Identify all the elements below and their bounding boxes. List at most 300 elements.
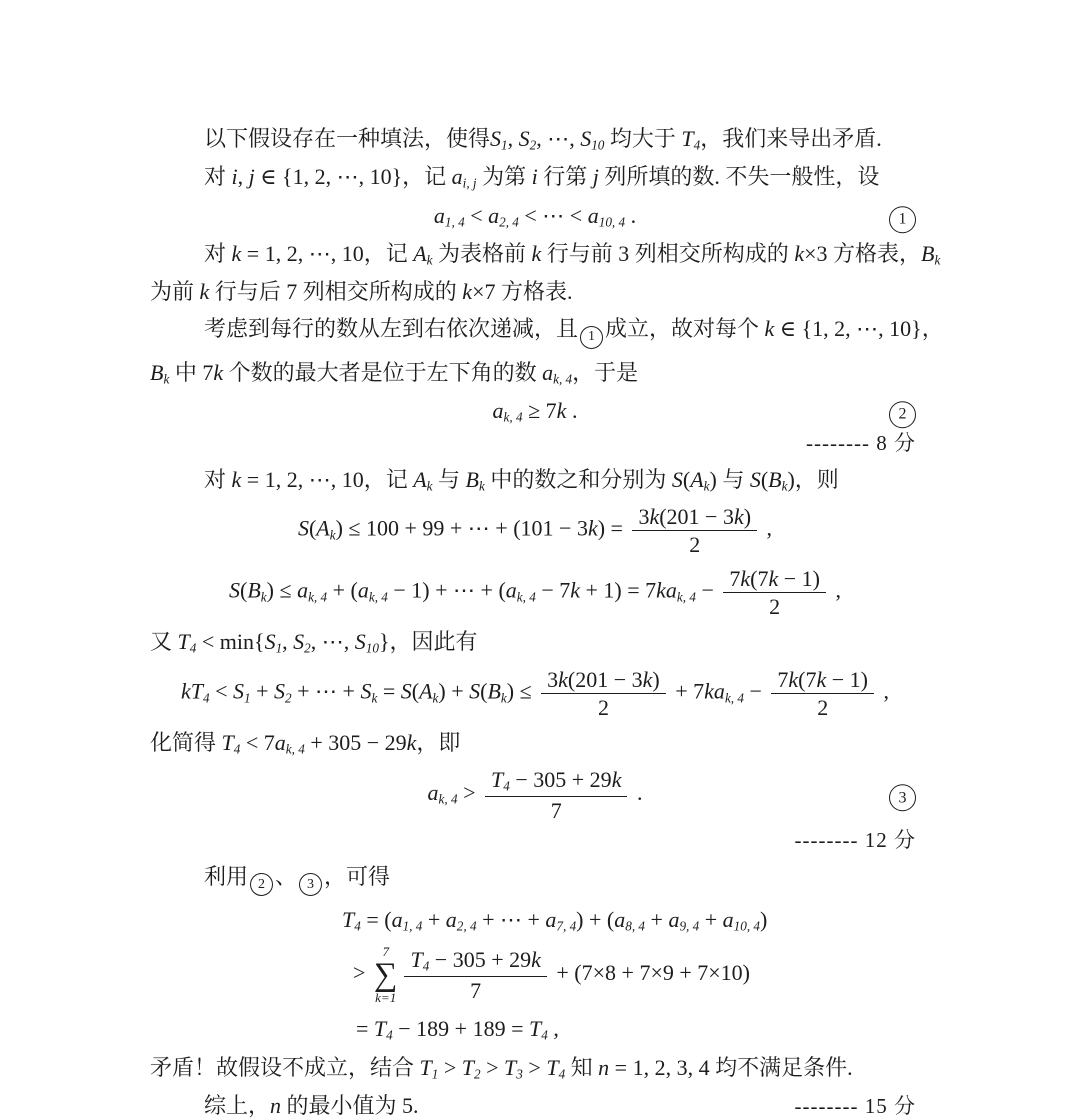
text-run: − 1) — [826, 666, 868, 692]
math-subscript: k, 4 — [516, 589, 536, 605]
text-run: ) — [743, 504, 752, 530]
text-run: = — [356, 1016, 374, 1042]
text-run: ) ≤ — [266, 577, 298, 603]
text-run: , — [237, 164, 249, 190]
circled-number: 2 — [889, 401, 916, 428]
sum-lower-limit: k=1 — [375, 989, 397, 1005]
math-variable: k — [649, 504, 660, 530]
para-assumption — [150, 126, 920, 153]
math-subscript: k — [781, 478, 788, 494]
text-run: ≥ 7 — [522, 397, 557, 423]
math-variable: S — [580, 126, 592, 151]
math-subscript: 1 — [501, 137, 508, 153]
score-mark-12: -------- 12 分 — [794, 827, 916, 852]
text-run: 为第 — [476, 164, 532, 190]
text-run: 7 — [729, 566, 741, 592]
text-run: > — [457, 780, 482, 806]
math-variable: k — [531, 947, 541, 973]
math-subscript: k — [934, 252, 941, 268]
text-run: , — [829, 577, 841, 603]
equation-tag — [887, 199, 918, 233]
text-run: (7 — [798, 666, 817, 692]
text-run: + (7×8 + 7×9 + 7×10) — [550, 960, 750, 986]
math-variable: a — [587, 202, 599, 228]
text-run: 对 — [204, 240, 232, 266]
fraction — [632, 505, 757, 556]
math-subscript: k, 4 — [503, 409, 523, 425]
math-variable: S — [469, 678, 481, 704]
para-contradiction — [150, 1055, 920, 1082]
math-subscript: 4 — [354, 918, 361, 934]
text-run: ( — [480, 678, 488, 704]
math-variable: A — [419, 678, 433, 704]
text-run: ，于是 — [572, 359, 639, 385]
math-subscript: 7, 4 — [556, 918, 577, 934]
text-run: ) + — [438, 678, 470, 704]
text-run: 考虑到每行的数从左到右依次递减，且 — [204, 316, 579, 342]
text-run: , — [282, 629, 294, 655]
math-variable: n — [598, 1054, 610, 1080]
math-subscript: k, 4 — [285, 741, 305, 757]
math-variable: S — [264, 629, 276, 655]
fraction-denominator — [541, 694, 666, 719]
text-run: = ( — [360, 907, 392, 933]
math-variable: S — [749, 466, 761, 492]
math-subscript: 4 — [503, 778, 510, 794]
math-subscript: 1 — [244, 690, 251, 706]
math-variable: B — [150, 359, 164, 385]
math-variable: k — [531, 240, 542, 266]
math-subscript: k, 4 — [724, 690, 744, 706]
summation — [374, 945, 398, 1005]
math-subscript: 4 — [422, 959, 430, 975]
math-subscript: 4 — [233, 741, 241, 757]
text-run: > — [438, 1054, 462, 1080]
math-subscript: k — [426, 252, 433, 268]
text-run: + — [645, 907, 669, 933]
math-variable: S — [518, 126, 530, 151]
math-variable: T — [504, 1054, 517, 1080]
math-variable: k — [570, 577, 580, 603]
math-variable: n — [270, 1092, 282, 1118]
text-run: , ⋯, — [536, 126, 581, 151]
text-run: + ( — [327, 577, 358, 603]
math-variable: k — [733, 504, 744, 530]
text-run: + 7 — [669, 678, 705, 704]
math-subscript: 10, 4 — [598, 214, 626, 230]
text-run: 成立，故对每个 — [605, 316, 765, 342]
math-subscript: 3 — [516, 1066, 523, 1082]
math-variable: k — [231, 466, 242, 492]
math-variable: T — [546, 1054, 559, 1080]
math-variable: T — [681, 126, 694, 151]
circled-number: 1 — [580, 326, 603, 349]
math-subscript: 8, 4 — [625, 918, 646, 934]
math-subscript: k, 4 — [308, 589, 328, 605]
math-variable: k — [764, 316, 775, 342]
text-run: 3 — [638, 504, 650, 530]
math-variable: B — [487, 678, 501, 704]
math-variable: S — [233, 678, 245, 704]
text-run: = — [377, 678, 401, 704]
text-run: 2 — [769, 594, 781, 620]
math-variable: a — [614, 907, 626, 933]
text-run: . — [566, 397, 578, 423]
eq-t4-sum — [150, 945, 920, 1005]
fraction-denominator — [723, 593, 826, 618]
text-run: − 305 + 29 — [429, 947, 532, 973]
math-subscript: 4 — [189, 641, 197, 657]
sum-upper-limit: 7 — [382, 944, 389, 960]
para-monotone — [150, 316, 944, 349]
text-run: − 305 + 29 — [509, 767, 612, 793]
math-variable: a — [542, 359, 554, 385]
math-variable: T — [221, 729, 234, 755]
math-variable: T — [410, 947, 423, 973]
math-variable: k — [611, 767, 622, 793]
fraction — [485, 768, 627, 822]
math-subscript: 2 — [474, 1066, 481, 1082]
math-variable: ka — [656, 577, 677, 603]
text-run: 对 — [204, 164, 232, 190]
equation-tag — [887, 778, 918, 812]
math-subscript: 1 — [275, 641, 283, 657]
text-run: 的最小值为 5. — [281, 1092, 419, 1118]
text-run: 与 — [432, 466, 466, 492]
eq-ordering — [150, 203, 920, 230]
circled-number: 3 — [299, 873, 322, 896]
text-run: > — [480, 1054, 505, 1080]
fraction-numerator — [632, 505, 757, 531]
math-variable: a — [445, 907, 457, 933]
math-subscript: k, 4 — [368, 589, 388, 605]
math-variable: B — [768, 466, 782, 492]
text-run: 化简得 — [150, 729, 222, 755]
text-run: ∈ {1, 2, ⋯, 10}， — [774, 316, 944, 342]
text-run: − — [743, 678, 768, 704]
math-variable: j — [592, 164, 599, 190]
para-use-2-3 — [150, 864, 920, 897]
text-run: 2 — [689, 532, 701, 558]
fraction-denominator — [771, 694, 874, 719]
text-run: 2 — [597, 694, 609, 720]
math-variable: a — [488, 202, 500, 228]
text-run: ，即 — [416, 729, 461, 755]
text-run: ) ≤ — [506, 678, 538, 704]
math-variable: T — [491, 767, 504, 793]
text-run: , — [547, 1016, 559, 1042]
text-run: = 1, 2, ⋯, 10，记 — [241, 240, 414, 266]
text-run: 矛盾！故假设不成立，结合 — [150, 1054, 420, 1080]
para-conclusion — [150, 1093, 920, 1119]
math-subscript: 2 — [529, 137, 537, 153]
text-run: + — [699, 907, 723, 933]
math-subscript: 4 — [693, 137, 701, 153]
math-variable: S — [360, 678, 372, 704]
math-subscript: 1 — [431, 1066, 439, 1082]
text-run: ×3 方格表， — [804, 240, 921, 266]
math-subscript: k — [371, 690, 378, 706]
math-variable: k — [462, 279, 473, 305]
text-run: 为表格前 — [432, 240, 532, 266]
para-define-ak-bk — [150, 240, 941, 268]
text-run: 中的数之和分别为 — [484, 466, 672, 492]
text-run: , — [878, 678, 889, 704]
text-run: − 189 + 189 = — [392, 1016, 529, 1042]
para-simplify — [150, 730, 920, 757]
text-run: . — [631, 780, 643, 806]
math-variable: a — [545, 907, 557, 933]
math-subscript: i, j — [462, 175, 477, 191]
score-mark: -------- 15 分 — [794, 1093, 916, 1118]
math-subscript: 4 — [558, 1066, 566, 1082]
math-subscript: 2 — [285, 690, 292, 706]
text-run: 又 — [150, 629, 178, 655]
math-variable: a — [492, 397, 504, 423]
text-run: 以下假设存在一种填法，使得 — [204, 126, 491, 151]
math-variable: k — [740, 566, 751, 592]
math-variable: S — [297, 515, 309, 541]
text-run: > — [522, 1054, 547, 1080]
math-variable: T — [373, 1016, 387, 1042]
math-subscript: k — [163, 371, 170, 387]
text-run: 行第 — [537, 164, 593, 190]
math-variable: a — [297, 577, 309, 603]
text-run: ( — [240, 577, 248, 603]
text-run: < 7 — [240, 729, 275, 755]
circled-number: 3 — [889, 785, 916, 812]
math-variable: a — [391, 907, 403, 933]
text-run: 7 — [550, 797, 562, 823]
text-run: ) ≤ 100 + 99 + ⋯ + (101 − 3 — [335, 515, 588, 541]
math-variable: T — [461, 1054, 475, 1080]
math-subscript: k — [329, 527, 336, 543]
math-variable: A — [413, 466, 427, 492]
para-define-ak-bk-cont — [150, 279, 920, 305]
equation-tag — [887, 395, 918, 429]
text-run: = 1, 2, 3, 4 均不满足条件. — [609, 1054, 853, 1080]
math-variable: j — [248, 164, 255, 190]
math-variable: B — [921, 240, 935, 266]
math-variable: S — [490, 126, 502, 151]
math-subscript: 10 — [591, 137, 605, 153]
math-variable: T — [342, 907, 355, 933]
text-run: 对 — [204, 466, 232, 492]
math-subscript: 4 — [541, 1027, 548, 1043]
text-run: 综上， — [204, 1092, 271, 1118]
text-run: ，可得 — [324, 863, 391, 889]
math-variable: B — [465, 466, 479, 492]
math-subscript: 2 — [304, 641, 311, 657]
fraction-numerator — [771, 668, 874, 694]
text-run: 利用 — [204, 863, 249, 889]
text-run: − 1) + ⋯ + ( — [387, 577, 506, 603]
text-run: , — [761, 515, 773, 541]
para-define-aij — [150, 164, 920, 191]
math-variable: i — [231, 164, 238, 190]
math-variable: S — [400, 678, 412, 704]
math-variable: a — [505, 577, 517, 603]
math-subscript: k — [500, 690, 507, 706]
math-variable: k — [788, 666, 799, 692]
math-variable: T — [529, 1016, 542, 1042]
math-variable: A — [413, 240, 427, 266]
text-run: (7 — [750, 566, 769, 592]
fraction-numerator — [541, 668, 666, 694]
math-subscript: k — [432, 690, 439, 706]
text-run: > — [353, 960, 371, 986]
fraction-numerator — [723, 567, 826, 593]
math-subscript: 10, 4 — [733, 918, 761, 934]
text-run: 7 — [470, 978, 482, 1004]
text-run: 行与后 7 列相交所构成的 — [209, 279, 463, 305]
text-run: ) — [652, 666, 660, 692]
math-variable: k — [642, 666, 653, 692]
math-subscript: k, 4 — [553, 371, 573, 387]
text-run: + ⋯ + — [291, 678, 361, 704]
text-run: )，则 — [787, 466, 839, 492]
text-run: = 1, 2, ⋯, 10，记 — [241, 466, 414, 492]
fraction-denominator — [404, 977, 546, 1002]
math-variable: a — [722, 907, 734, 933]
fraction — [404, 948, 546, 1002]
math-variable: ka — [704, 678, 725, 704]
math-subscript: 1, 4 — [402, 918, 423, 934]
math-variable: k — [213, 359, 224, 385]
text-run: ( — [411, 678, 420, 704]
text-run: 均大于 — [604, 126, 682, 151]
math-variable: kT — [181, 678, 203, 704]
text-run: 为前 — [150, 279, 200, 305]
fraction-numerator — [485, 768, 627, 797]
math-variable: S — [354, 629, 366, 655]
math-subscript: 2, 4 — [456, 918, 477, 934]
text-run: − 7 — [535, 577, 571, 603]
text-run: 、 — [275, 863, 298, 889]
math-variable: S — [293, 629, 305, 655]
math-subscript: k, 4 — [676, 589, 696, 605]
text-run: 3 — [547, 666, 559, 692]
math-subscript: 4 — [386, 1027, 393, 1043]
text-run: , ⋯, — [310, 629, 355, 655]
math-variable: S — [671, 466, 683, 492]
para-bk-max — [150, 360, 920, 387]
math-variable: S — [274, 678, 286, 704]
math-subscript: 10 — [365, 641, 379, 657]
text-run: ) — [760, 907, 768, 933]
eq-kt4-chain — [150, 668, 920, 719]
text-run: + ⋯ + — [476, 907, 546, 933]
math-variable: k — [816, 666, 827, 692]
math-variable: k — [231, 240, 242, 266]
math-variable: T — [419, 1054, 432, 1080]
math-subscript: 4 — [203, 690, 210, 706]
text-run: 2 — [817, 694, 829, 720]
text-run: < — [209, 678, 234, 704]
math-variable: k — [558, 666, 568, 692]
text-run: < ⋯ < — [518, 202, 588, 228]
math-variable: k — [587, 515, 598, 541]
math-subscript: k — [478, 478, 485, 494]
text-run: (201 − 3 — [659, 504, 734, 530]
eq-sak-bound — [150, 505, 920, 556]
text-run: − 1) — [778, 566, 820, 592]
score-mark-8: -------- 8 分 — [806, 431, 916, 456]
eq-t4-final — [150, 1016, 920, 1043]
text-run: ( — [682, 466, 691, 492]
math-subscript: k — [703, 478, 710, 494]
eq-ak4-lower-bound — [150, 398, 920, 425]
text-run: ，我们来导出矛盾. — [700, 126, 882, 151]
math-variable: a — [427, 780, 439, 806]
text-run: − — [695, 577, 720, 603]
fraction-denominator — [632, 531, 757, 556]
text-run: 行与前 3 列相交所构成的 — [541, 240, 795, 266]
math-subscript: 9, 4 — [679, 918, 700, 934]
fraction-numerator — [404, 948, 546, 977]
math-variable: k — [199, 279, 210, 305]
fraction — [771, 668, 874, 719]
text-run: (201 − 3 — [567, 666, 643, 692]
math-variable: A — [316, 515, 330, 541]
text-run: < min{ — [196, 629, 265, 655]
text-run: , — [507, 126, 519, 151]
fraction — [723, 567, 826, 618]
text-run: ) + ( — [576, 907, 615, 933]
math-subscript: k — [426, 478, 433, 494]
text-run: 7 — [777, 666, 789, 692]
sigma-icon: ∑ — [373, 956, 398, 993]
fraction — [541, 668, 666, 719]
text-run: 列所填的数. 不失一般性，设 — [598, 164, 880, 190]
para-define-sums — [150, 467, 920, 494]
text-run: ( — [760, 466, 769, 492]
math-variable: a — [433, 202, 445, 228]
math-variable: A — [690, 466, 704, 492]
math-variable: k — [556, 397, 567, 423]
text-run: }，因此有 — [378, 629, 478, 655]
text-run: < — [464, 202, 489, 228]
math-subscript: k, 4 — [438, 791, 458, 807]
math-variable: k — [768, 566, 779, 592]
text-run: + — [250, 678, 275, 704]
text-run: + — [422, 907, 446, 933]
text-run: + 305 − 29 — [304, 729, 407, 755]
text-run: ×7 方格表. — [472, 279, 573, 305]
text-run: 个数的最大者是位于左下角的数 — [223, 359, 543, 385]
math-variable: B — [247, 577, 261, 603]
math-variable: T — [177, 629, 190, 655]
fraction-denominator — [485, 797, 627, 822]
math-variable: a — [274, 729, 286, 755]
math-variable: k — [406, 729, 417, 755]
math-variable: a — [451, 164, 463, 190]
eq-t4-expand — [150, 907, 920, 934]
text-run: 知 — [565, 1054, 599, 1080]
math-variable: a — [668, 907, 680, 933]
circled-number: 2 — [250, 873, 273, 896]
math-variable: k — [794, 240, 805, 266]
para-t4-min — [150, 629, 920, 656]
text-run: ) 与 — [709, 466, 750, 492]
text-run: ) = — [597, 515, 629, 541]
text-run: ∈ {1, 2, ⋯, 10}，记 — [254, 164, 452, 190]
text-run: ( — [308, 515, 317, 541]
text-run: + 1) = 7 — [580, 577, 657, 603]
math-variable: i — [531, 164, 538, 190]
math-subscript: 1, 4 — [444, 214, 465, 230]
eq-sbk-bound — [150, 567, 920, 618]
